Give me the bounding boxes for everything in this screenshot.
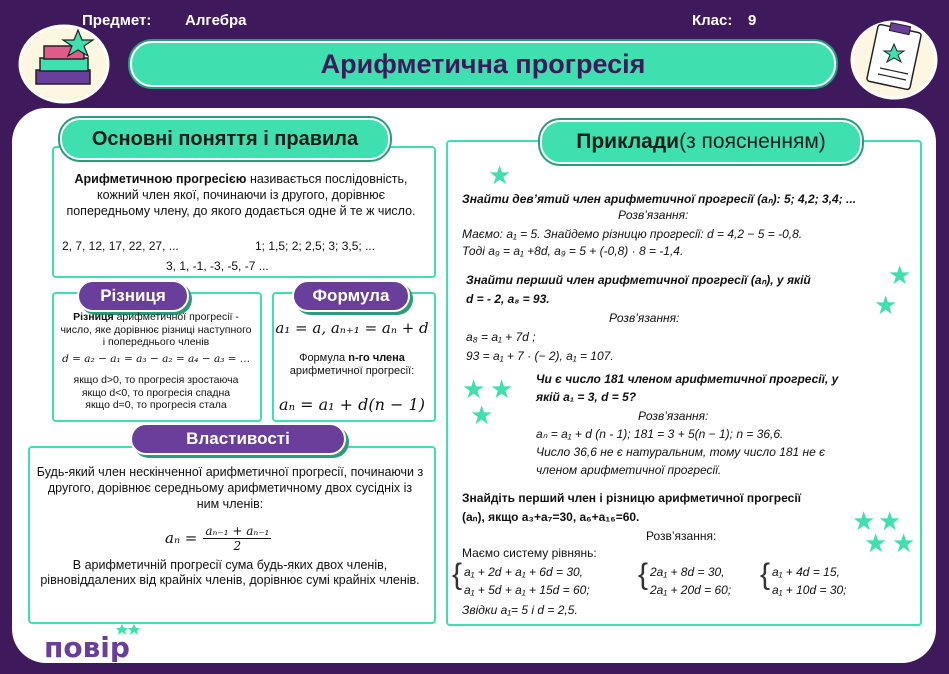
example-4-task-1: Знайдіть перший член і різницю арифметичної прогресії <box>462 491 802 505</box>
caption-bold: n-го члена <box>348 352 405 364</box>
example-1-line-1: Маємо: a₁ = 5. Знайдемо різницю прогресії: d = 4,2 − 5 = -0,8. <box>462 227 803 241</box>
system-2-eq-2: 2a₁ + 20d = 60; <box>650 583 732 597</box>
star-icon: ★ <box>874 290 898 320</box>
system-1-brace: { <box>452 558 463 591</box>
subject-value: Алгебра <box>185 12 247 29</box>
star-icon: ★ <box>852 506 876 536</box>
formula-heading-text: Формула <box>312 286 390 305</box>
difference-term: Різниця <box>73 311 114 323</box>
example-2-line-2: 93 = a₁ + 7 · (− 2), a₁ = 107. <box>466 349 614 363</box>
nth-formula: aₙ = a₁ + d(n − 1) <box>279 395 425 414</box>
difference-heading-text: Різниця <box>100 286 166 305</box>
page-title: Арифметична прогресія <box>320 48 646 79</box>
rule-constant: якщо d=0, то прогресія стала <box>85 399 227 411</box>
povir-logo <box>44 622 148 662</box>
difference-formula: d = a₂ − a₁ = a₃ − a₂ = a₄ − a₃ = ... <box>62 353 250 365</box>
recurrent-formula: a₁ = a, aₙ₊₁ = aₙ + d <box>275 319 429 337</box>
grade-value: 9 <box>748 12 757 29</box>
properties-text-2: В арифметичній прогресії сума будь-яких двох членів, рівновіддалених від крайніх членів, дорівнює сумі крайніх членів. <box>40 558 420 587</box>
rule-increasing: якщо d>0, то прогресія зростаюча <box>73 374 239 386</box>
example-3-line-3: членом арифметичної прогресії. <box>536 463 722 477</box>
caption-pre: Формула <box>299 352 349 364</box>
star-icon: ★ <box>864 528 888 558</box>
difference-text <box>58 311 254 349</box>
grade-label: Клас: <box>692 12 733 29</box>
star-icon: ★ <box>470 400 494 430</box>
example-2-line-1: a₈ = a₁ + 7d ; <box>466 330 536 344</box>
mean-formula-denominator: 2 <box>233 538 242 553</box>
example-sequence-3: 3, 1, -1, -3, -5, -7 ... <box>166 259 269 273</box>
subject-label: Предмет: <box>82 12 152 29</box>
example-1-solution-label: Розв’язання: <box>618 208 689 222</box>
star-icon: ★ <box>488 160 512 190</box>
star-icon: ★ <box>490 374 514 404</box>
system-2-brace: { <box>638 558 649 591</box>
basics-definition <box>58 171 424 219</box>
example-4-solution-label: Розв’язання: <box>646 529 717 543</box>
definition-term: Арифметичною прогресією <box>74 172 247 186</box>
example-4-answer: Звідки a₁= 5 і d = 2,5. <box>462 603 578 617</box>
mean-formula-fraction <box>203 524 271 553</box>
example-4-task-2: (aₙ), якщо a₃+a₇=30, a₆+a₁₆=60. <box>462 510 640 524</box>
example-3-line-2: Число 36,6 не є натуральним, тому число 181 не є <box>536 445 826 459</box>
example-1-task: Знайти дев’ятий член арифметичної прогресії (aₙ): 5; 4,2; 3,4; ... <box>462 192 857 206</box>
difference-heading <box>77 280 189 312</box>
example-sequence-2: 1; 1,5; 2; 2,5; 3; 3,5; ... <box>255 239 376 253</box>
system-3-eq-2: a₁ + 10d = 30; <box>772 583 847 597</box>
example-2-solution-label: Розв’язання: <box>609 311 680 325</box>
difference-definition: арифметичної прогресії - число, яке дорівнює різниці наступного і попереднього членів <box>60 311 252 348</box>
properties-heading-text: Властивості <box>186 429 290 448</box>
books-icon <box>18 20 110 104</box>
definition-text: називається послідовність, кожний член якої, починаючи із другого, дорівнює попередньому члену, до якого додається одне й те ж число. <box>66 172 416 218</box>
formula-heading <box>292 280 410 312</box>
system-1-eq-2: a₁ + 5d + a₁ + 15d = 60; <box>464 583 590 597</box>
star-icon: ★ <box>462 374 486 404</box>
examples-heading-rest: (з поясненням) <box>679 130 826 153</box>
nth-formula-caption <box>278 352 426 378</box>
povir-logo-text: повір <box>44 631 130 662</box>
system-2-eq-1: 2a₁ + 8d = 30, <box>650 565 725 579</box>
system-3-eq-1: a₁ + 4d = 15, <box>772 565 840 579</box>
properties-text-1: Будь-який член нескінченної арифметичної прогресії, починаючи з другого, дорівнює середньому арифметичному двох сусідніх із ним членів: <box>36 465 424 511</box>
example-3-solution-label: Розв’язання: <box>638 409 709 423</box>
example-3-line-1: aₙ = a₁ + d (n - 1); 181 = 3 + 5(n − 1); n = 36,6. <box>536 427 784 441</box>
example-1-line-2: Тоді a₉ = a₁ +8d, a₉ = 5 + (-0,8) · 8 = -1,4. <box>462 244 684 258</box>
basics-heading-text: Основні поняття і правила <box>91 127 359 150</box>
system-3-brace: { <box>760 558 771 591</box>
star-icon: ★ <box>878 506 902 536</box>
star-icon: ★ <box>892 528 916 558</box>
example-3-task-2: якій a₁ = 3, d = 5? <box>536 390 637 404</box>
mean-formula-numerator: aₙ₋₁ + aₙ₋₁ <box>205 523 270 538</box>
clipboard-icon <box>850 14 938 100</box>
difference-rules <box>58 374 254 412</box>
examples-heading-bold: Приклади <box>576 130 680 153</box>
example-sequence-1: 2, 7, 12, 17, 22, 27, ... <box>62 239 179 253</box>
system-1-eq-1: a₁ + 2d + a₁ + 6d = 30, <box>464 565 583 579</box>
caption-post: арифметичної прогресії: <box>289 365 415 377</box>
examples-heading <box>540 120 862 164</box>
basics-heading <box>60 118 390 160</box>
properties-heading <box>130 423 346 455</box>
title-bar <box>130 41 836 87</box>
example-3-task-1: Чи є число 181 членом арифметичної прогресії, у <box>536 372 839 386</box>
rule-decreasing: якщо d<0, то прогресія спадна <box>81 386 231 399</box>
star-icon: ★ <box>888 260 912 290</box>
example-2-task-1: Знайти перший член арифметичної прогресії (aₙ), у якій <box>466 273 811 287</box>
mean-formula <box>165 520 271 556</box>
example-4-intro: Маємо систему рівнянь: <box>462 546 597 560</box>
mean-formula-lhs: aₙ = <box>165 529 198 547</box>
example-2-task-2: d = - 2, a₈ = 93. <box>466 292 550 306</box>
